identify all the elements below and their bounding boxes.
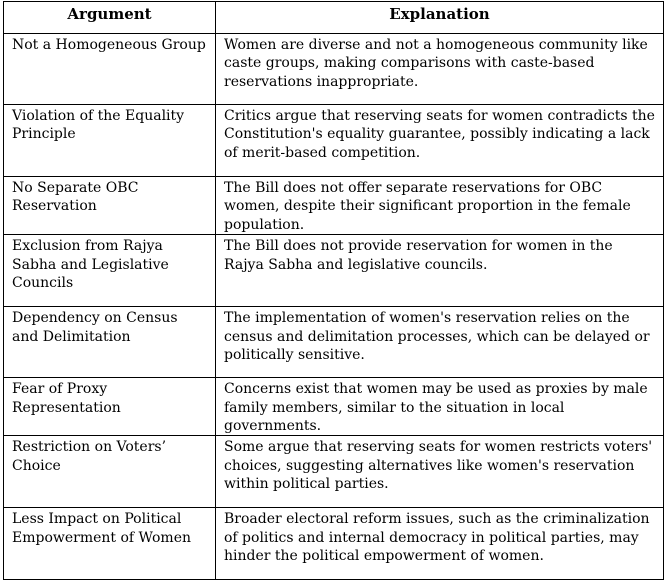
table-row [4,508,664,580]
argument-cell: No Separate OBC Reservation [4,177,216,235]
argument-cell: Restriction on Voters’ Choice [4,436,216,508]
argument-cell: Violation of the Equality Principle [4,105,216,177]
table-row [4,378,664,436]
explanation-cell: Women are diverse and not a homogeneous community like caste groups, making comparisons with caste-based reservations inappropriate. [216,34,664,105]
argument-cell: Dependency on Census and Delimitation [4,307,216,378]
arguments-table [3,1,664,580]
header-explanation: Explanation [216,2,664,34]
table-row [4,235,664,307]
table-row [4,177,664,235]
argument-cell: Exclusion from Rajya Sabha and Legislative Councils [4,235,216,307]
explanation-cell: The Bill does not provide reservation for women in the Rajya Sabha and legislative councils. [216,235,664,307]
table-row [4,307,664,378]
argument-cell: Fear of Proxy Representation [4,378,216,436]
header-argument: Argument [4,2,216,34]
explanation-cell: Concerns exist that women may be used as proxies by male family members, similar to the situation in local governments. [216,378,664,436]
explanation-cell: Critics argue that reserving seats for women contradicts the Constitution's equality guarantee, possibly indicating a lack of merit-based competition. [216,105,664,177]
explanation-cell: The implementation of women's reservation relies on the census and delimitation processes, which can be delayed or politically sensitive. [216,307,664,378]
explanation-cell: Some argue that reserving seats for women restricts voters' choices, suggesting alternatives like women's reservation within political parties. [216,436,664,508]
table-header-row [4,2,664,34]
argument-cell: Less Impact on Political Empowerment of Women [4,508,216,580]
explanation-cell: Broader electoral reform issues, such as the criminalization of politics and internal democracy in political parties, may hinder the political empowerment of women. [216,508,664,580]
explanation-cell: The Bill does not offer separate reservations for OBC women, despite their significant proportion in the female population. [216,177,664,235]
table-row [4,105,664,177]
table-row [4,34,664,105]
table-row [4,436,664,508]
argument-cell: Not a Homogeneous Group [4,34,216,105]
